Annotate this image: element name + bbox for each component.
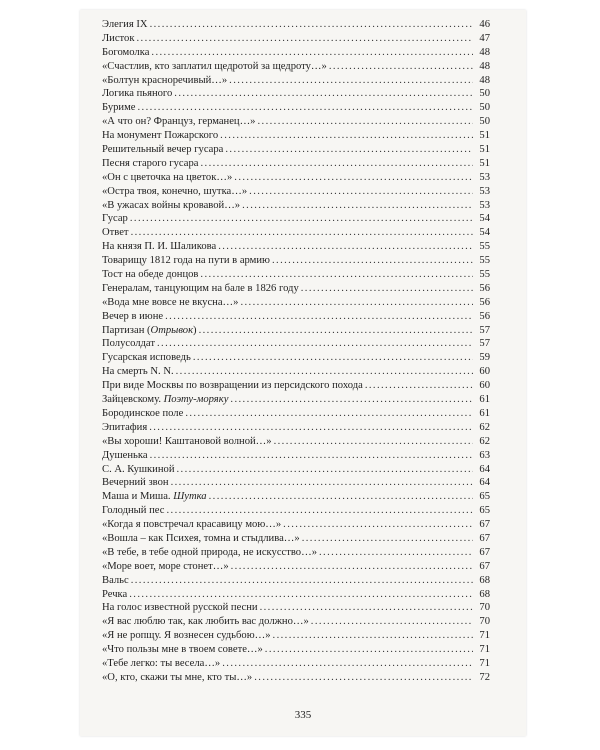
toc-entry-page: 48 bbox=[479, 74, 490, 86]
toc-entry-page: 65 bbox=[479, 491, 490, 503]
toc-entry-page: 62 bbox=[479, 435, 490, 447]
dot-leader bbox=[231, 560, 473, 574]
toc-entry bbox=[102, 129, 490, 143]
toc-entry bbox=[102, 101, 490, 115]
toc-entry-title: «Вода мне вовсе не вкусна…» bbox=[102, 296, 239, 308]
toc-entry-title: Генералам, танцующим на бале в 1826 году bbox=[102, 282, 299, 294]
toc-entry-title: «Вы хороши! Каштановой волной…» bbox=[102, 435, 272, 447]
toc-entry bbox=[102, 574, 490, 588]
toc-entry-page: 61 bbox=[479, 394, 490, 406]
toc-entry-page: 46 bbox=[479, 19, 490, 30]
toc-entry-title: Тост на обеде донцов bbox=[102, 269, 199, 281]
toc-entry-title: «О, кто, скажи ты мне, кто ты…» bbox=[102, 671, 253, 683]
dot-leader bbox=[265, 643, 473, 657]
toc-entry bbox=[102, 490, 490, 504]
toc-entry bbox=[102, 60, 490, 74]
dot-leader bbox=[137, 32, 474, 46]
toc-entry-page: 64 bbox=[479, 477, 490, 489]
toc-entry bbox=[102, 115, 490, 129]
dot-leader bbox=[240, 296, 473, 310]
toc-entry-page: 56 bbox=[479, 310, 490, 322]
toc-entry-page: 51 bbox=[479, 157, 490, 169]
toc-entry-page: 63 bbox=[479, 449, 490, 461]
dot-leader bbox=[131, 574, 473, 588]
toc-entry-title: «Я вас люблю так, как любить вас должно…» bbox=[102, 616, 309, 628]
toc-entry-page: 67 bbox=[479, 532, 490, 544]
dot-leader bbox=[229, 74, 473, 88]
dot-leader bbox=[218, 240, 473, 254]
dot-leader bbox=[150, 18, 473, 32]
dot-leader bbox=[151, 46, 473, 60]
dot-leader bbox=[149, 421, 473, 435]
toc-entry bbox=[102, 74, 490, 88]
toc-entry-title: «Что пользы мне в твоем совете…» bbox=[102, 644, 263, 656]
toc-entry-title: «В ужасах войны кровавой…» bbox=[102, 199, 241, 211]
toc-entry-page: 50 bbox=[479, 116, 490, 128]
dot-leader bbox=[249, 185, 473, 199]
toc-entry-page: 53 bbox=[479, 185, 490, 197]
toc-entry-title: Вечер в июне bbox=[102, 310, 164, 322]
toc-entry bbox=[102, 601, 490, 615]
toc-entry-title: Вальс bbox=[102, 574, 129, 586]
toc-entry-page: 71 bbox=[479, 630, 490, 642]
toc-entry-title: «В тебе, в тебе одной природа, не искусство…» bbox=[102, 546, 317, 558]
toc-entry bbox=[102, 532, 490, 546]
dot-leader bbox=[150, 449, 473, 463]
dot-leader bbox=[199, 324, 473, 338]
toc-entry bbox=[102, 588, 490, 602]
toc-entry-page: 67 bbox=[479, 519, 490, 531]
toc-entry-page: 65 bbox=[479, 505, 490, 517]
toc-entry-page: 55 bbox=[479, 255, 490, 267]
toc-entry bbox=[102, 671, 490, 685]
toc-entry-page: 71 bbox=[479, 657, 490, 669]
toc-entry bbox=[102, 268, 490, 282]
toc-entry-title: При виде Москвы по возвращении из персидского похода bbox=[102, 380, 363, 392]
toc-entry-page: 59 bbox=[479, 352, 490, 364]
toc-entry-page: 47 bbox=[479, 32, 490, 44]
toc-entry bbox=[102, 282, 490, 296]
dot-leader bbox=[193, 351, 473, 365]
toc-entry-page: 54 bbox=[479, 213, 490, 225]
toc-entry-title: На голос известной русской песни bbox=[102, 602, 258, 614]
toc-entry bbox=[102, 546, 490, 560]
toc-entry-page: 48 bbox=[479, 46, 490, 58]
toc-entry bbox=[102, 143, 490, 157]
toc-entry bbox=[102, 504, 490, 518]
toc-entry-title: На смерть N. N. bbox=[102, 366, 174, 378]
table-of-contents bbox=[102, 18, 490, 685]
toc-entry-title: «Тебе легко: ты весела…» bbox=[102, 657, 221, 669]
toc-entry-title: «Счастлив, кто заплатил щедротой за щедроту…» bbox=[102, 60, 327, 72]
dot-leader bbox=[257, 115, 473, 129]
toc-entry bbox=[102, 560, 490, 574]
toc-entry-title: Душенька bbox=[102, 449, 148, 461]
toc-entry bbox=[102, 379, 490, 393]
toc-entry-page: 70 bbox=[479, 616, 490, 628]
toc-entry-page: 55 bbox=[479, 269, 490, 281]
toc-entry-title: На монумент Пожарского bbox=[102, 130, 219, 142]
toc-entry bbox=[102, 407, 490, 421]
toc-entry-title: Решительный вечер гусара bbox=[102, 144, 224, 156]
toc-entry-page: 67 bbox=[479, 546, 490, 558]
toc-entry-page: 56 bbox=[479, 296, 490, 308]
toc-entry bbox=[102, 435, 490, 449]
toc-entry-title: Элегия IX bbox=[102, 19, 148, 30]
toc-entry-title: «Вошла – как Психея, томна и стыдлива…» bbox=[102, 532, 300, 544]
toc-entry bbox=[102, 629, 490, 643]
dot-leader bbox=[319, 546, 473, 560]
toc-entry bbox=[102, 615, 490, 629]
toc-entry bbox=[102, 212, 490, 226]
dot-leader bbox=[129, 588, 473, 602]
toc-entry bbox=[102, 337, 490, 351]
dot-leader bbox=[174, 87, 473, 101]
toc-entry-title: Эпитафия bbox=[102, 421, 148, 433]
toc-entry bbox=[102, 421, 490, 435]
dot-leader bbox=[365, 379, 473, 393]
toc-entry-title: «Море воет, море стонет…» bbox=[102, 560, 229, 572]
toc-entry-page: 70 bbox=[479, 602, 490, 614]
dot-leader bbox=[220, 129, 473, 143]
toc-entry bbox=[102, 365, 490, 379]
dot-leader bbox=[242, 199, 473, 213]
dot-leader bbox=[166, 504, 473, 518]
toc-entry-page: 64 bbox=[479, 463, 490, 475]
toc-entry-page: 50 bbox=[479, 88, 490, 100]
toc-entry-title: Бородинское поле bbox=[102, 407, 184, 419]
toc-entry-title: «Он с цветочка на цветок…» bbox=[102, 171, 233, 183]
toc-entry bbox=[102, 46, 490, 60]
toc-entry-page: 50 bbox=[479, 102, 490, 114]
toc-entry bbox=[102, 32, 490, 46]
toc-entry-title: Товарищу 1812 года на пути в армию bbox=[102, 255, 270, 267]
toc-entry-page: 53 bbox=[479, 199, 490, 211]
toc-entry bbox=[102, 296, 490, 310]
dot-leader bbox=[185, 407, 473, 421]
toc-entry bbox=[102, 657, 490, 671]
toc-entry-title: «Болтун красноречивый…» bbox=[102, 74, 228, 86]
toc-entry bbox=[102, 157, 490, 171]
dot-leader bbox=[171, 476, 473, 490]
toc-entry-title: Маша и Миша. Шутка bbox=[102, 491, 207, 503]
dot-leader bbox=[329, 60, 473, 74]
dot-leader bbox=[157, 337, 473, 351]
toc-entry-title: Логика пьяного bbox=[102, 88, 173, 100]
toc-entry-title: С. А. Кушкиной bbox=[102, 463, 175, 475]
toc-entry-title: «Когда я повстречал красавицу мою…» bbox=[102, 519, 282, 531]
toc-entry-page: 48 bbox=[479, 60, 490, 72]
toc-entry bbox=[102, 518, 490, 532]
toc-entry-title: На князя П. И. Шаликова bbox=[102, 241, 217, 253]
toc-entry bbox=[102, 254, 490, 268]
toc-entry-page: 54 bbox=[479, 227, 490, 239]
toc-entry bbox=[102, 171, 490, 185]
dot-leader bbox=[200, 268, 473, 282]
toc-entry-page: 57 bbox=[479, 324, 490, 336]
toc-entry-page: 53 bbox=[479, 171, 490, 183]
toc-entry-page: 72 bbox=[479, 671, 490, 683]
toc-entry bbox=[102, 310, 490, 324]
dot-leader bbox=[131, 226, 473, 240]
toc-entry bbox=[102, 324, 490, 338]
book-page bbox=[80, 10, 526, 736]
toc-entry bbox=[102, 185, 490, 199]
toc-entry bbox=[102, 199, 490, 213]
toc-entry-title: Гусар bbox=[102, 213, 128, 225]
dot-leader bbox=[176, 365, 473, 379]
dot-leader bbox=[311, 615, 473, 629]
dot-leader bbox=[302, 532, 473, 546]
toc-entry-title: «Остра твоя, конечно, шутка…» bbox=[102, 185, 248, 197]
dot-leader bbox=[222, 657, 473, 671]
toc-entry-title: Богомолка bbox=[102, 46, 150, 58]
toc-entry-title: «Я не ропщу. Я вознесен судьбою…» bbox=[102, 630, 271, 642]
toc-entry-page: 68 bbox=[479, 574, 490, 586]
toc-entry-title: Вечерний звон bbox=[102, 477, 169, 489]
dot-leader bbox=[130, 212, 473, 226]
toc-entry-title: Листок bbox=[102, 32, 135, 44]
toc-entry-page: 61 bbox=[479, 407, 490, 419]
toc-entry-title: Партизан (Отрывок) bbox=[102, 324, 197, 336]
toc-entry bbox=[102, 476, 490, 490]
toc-entry-title: Голодный пес bbox=[102, 505, 165, 517]
toc-entry-title: Гусарская исповедь bbox=[102, 352, 191, 364]
dot-leader bbox=[273, 629, 473, 643]
toc-entry-page: 68 bbox=[479, 588, 490, 600]
toc-entry-title: Зайцевскому. Поэту-моряку bbox=[102, 394, 229, 406]
toc-entry-title: Ответ bbox=[102, 227, 129, 239]
toc-entry-title: Полусолдат bbox=[102, 338, 155, 350]
toc-entry bbox=[102, 226, 490, 240]
dot-leader bbox=[254, 671, 473, 685]
toc-entry bbox=[102, 351, 490, 365]
toc-entry-title: Речка bbox=[102, 588, 128, 600]
toc-entry-title: «А что он? Француз, германец…» bbox=[102, 116, 256, 128]
dot-leader bbox=[283, 518, 473, 532]
toc-entry-page: 51 bbox=[479, 130, 490, 142]
dot-leader bbox=[209, 490, 473, 504]
toc-entry bbox=[102, 18, 490, 32]
toc-entry-page: 57 bbox=[479, 338, 490, 350]
dot-leader bbox=[260, 601, 473, 615]
toc-entry bbox=[102, 87, 490, 101]
dot-leader bbox=[230, 393, 473, 407]
toc-entry-page: 55 bbox=[479, 241, 490, 253]
toc-entry-page: 60 bbox=[479, 380, 490, 392]
dot-leader bbox=[234, 171, 473, 185]
toc-entry-title: Буриме bbox=[102, 102, 136, 114]
toc-entry-title: Песня старого гусара bbox=[102, 157, 199, 169]
toc-entry bbox=[102, 449, 490, 463]
dot-leader bbox=[274, 435, 473, 449]
dot-leader bbox=[225, 143, 473, 157]
toc-entry bbox=[102, 393, 490, 407]
toc-entry bbox=[102, 240, 490, 254]
toc-entry-page: 62 bbox=[479, 421, 490, 433]
dot-leader bbox=[301, 282, 473, 296]
toc-entry-page: 67 bbox=[479, 560, 490, 572]
dot-leader bbox=[138, 101, 474, 115]
toc-entry bbox=[102, 643, 490, 657]
toc-entry bbox=[102, 463, 490, 477]
page-number: 335 bbox=[294, 709, 312, 721]
dot-leader bbox=[200, 157, 473, 171]
toc-entry-page: 51 bbox=[479, 144, 490, 156]
dot-leader bbox=[165, 310, 473, 324]
dot-leader bbox=[177, 463, 474, 477]
dot-leader bbox=[272, 254, 473, 268]
toc-entry-page: 56 bbox=[479, 282, 490, 294]
toc-entry-page: 71 bbox=[479, 644, 490, 656]
toc-entry-page: 60 bbox=[479, 366, 490, 378]
